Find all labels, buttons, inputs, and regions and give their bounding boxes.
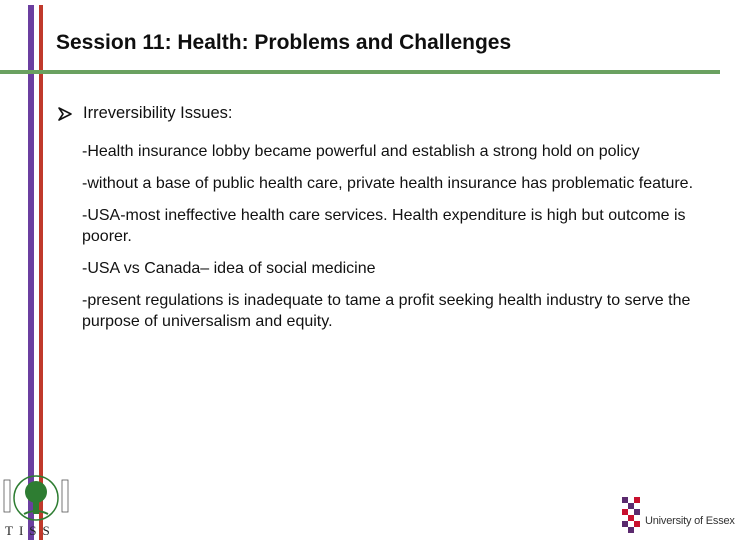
bullet-heading-text: Irreversibility Issues: bbox=[83, 104, 233, 122]
sub-point: -USA vs Canada– idea of social medicine bbox=[82, 260, 376, 277]
sub-point: -USA-most ineffective health care services. Health expenditure is high but outcome is poorer. bbox=[82, 207, 686, 245]
sub-point: -without a base of public health care, private health insurance has problematic feature. bbox=[82, 175, 694, 192]
title-underline bbox=[0, 70, 720, 74]
sub-point: -present regulations is inadequate to tame a profit seeking health industry to serve the purpose of universalism and equity. bbox=[82, 292, 691, 330]
sub-point: -Health insurance lobby became powerful and establish a strong hold on policy bbox=[82, 143, 640, 160]
sub-points bbox=[82, 141, 707, 343]
decorative-purple-bar bbox=[28, 5, 34, 540]
slide-title: Session 11: Health: Problems and Challenges bbox=[56, 31, 512, 54]
tiss-logo-text: TISS bbox=[5, 523, 56, 538]
essex-logo-text: University of Essex bbox=[645, 515, 735, 527]
bullet-heading bbox=[57, 104, 232, 123]
essex-logo-icon bbox=[622, 497, 640, 537]
arrow-bullet-icon bbox=[57, 106, 73, 122]
decorative-red-bar bbox=[39, 5, 43, 540]
